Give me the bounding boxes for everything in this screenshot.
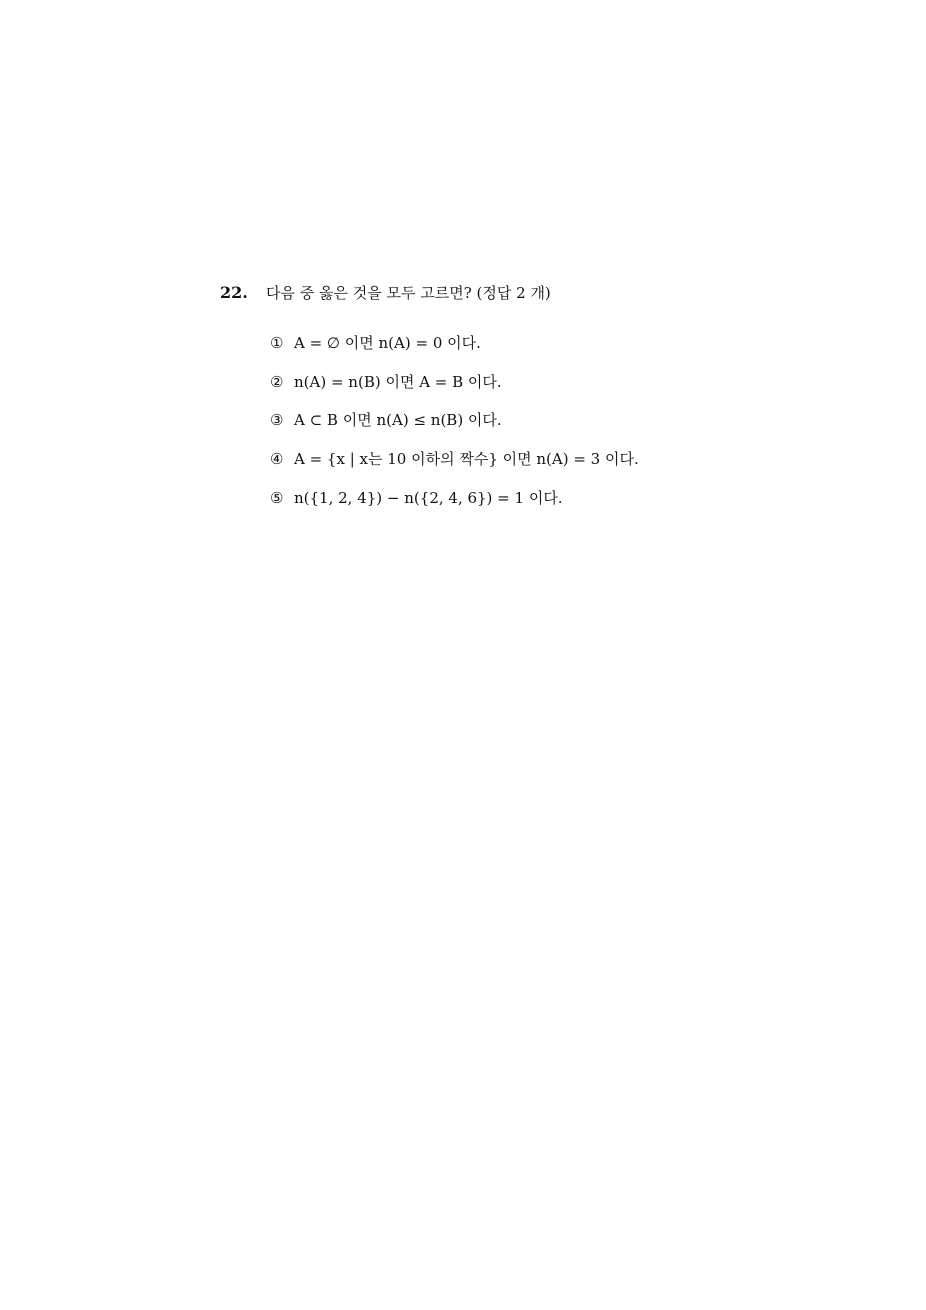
choice-marker: ① — [270, 334, 284, 352]
question-number: 22. — [220, 283, 248, 302]
choice-marker: ② — [270, 372, 284, 391]
choice-marker: ⑤ — [270, 488, 284, 507]
answer-choices — [270, 330, 780, 511]
choice-marker: ④ — [270, 450, 284, 469]
choice-1[interactable] — [270, 330, 780, 356]
question-header — [220, 282, 780, 304]
choice-3[interactable] — [270, 407, 780, 433]
choice-text: A ⊂ B 이면 n(A) ≤ n(B) 이다. — [294, 411, 502, 430]
choice-4[interactable] — [270, 446, 780, 472]
choice-text: A = ∅ 이면 n(A) = 0 이다. — [294, 334, 481, 352]
choice-marker: ③ — [270, 411, 284, 430]
choice-2[interactable] — [270, 369, 780, 395]
choice-5[interactable] — [270, 485, 780, 511]
choice-text: n({1, 2, 4}) − n({2, 4, 6}) = 1 이다. — [294, 488, 563, 507]
question-text: 다음 중 옳은 것을 모두 고르면? (정답 2 개) — [266, 284, 551, 302]
question-block — [220, 282, 780, 523]
choice-text: n(A) = n(B) 이면 A = B 이다. — [294, 372, 502, 391]
choice-text: A = {x | x는 10 이하의 짝수} 이면 n(A) = 3 이다. — [294, 450, 639, 469]
